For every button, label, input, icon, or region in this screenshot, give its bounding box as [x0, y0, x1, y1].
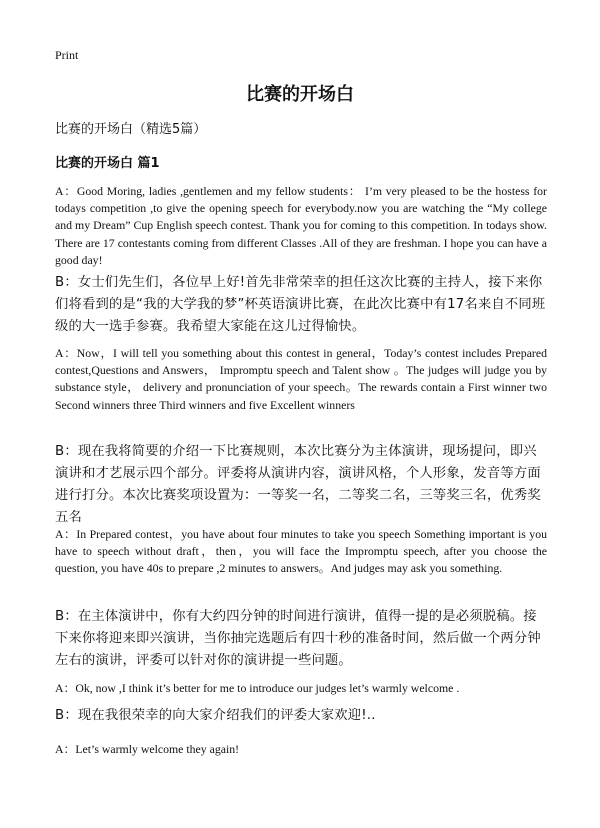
paragraph-b-opening: B：女士们先生们，各位早上好!首先非常荣幸的担任这次比赛的主持人，接下来你们将看到的是“我的大学我的梦”杯英语演讲比赛，在此次比赛中有17名来自不同班级的大一选手参赛。我希望大家能在这儿过得愉快。: [55, 275, 546, 334]
document-subtitle: 比赛的开场白（精选5篇）: [55, 122, 207, 137]
paragraph-a-judges: A：Ok, now ,I think it’s better for me to introduce our judges let’s warmly welcome .: [55, 681, 460, 695]
page-title: 比赛的开场白: [246, 84, 354, 105]
paragraph-a-prepared: A：In Prepared contest，you have about four minutes to take you speech Something important is you have to speech without draft，then，you will face the Impromptu speech, after you choose the question, you have 40s to prepare ,2 minutes to answers。And judges may ask you something.: [55, 527, 547, 576]
paragraph-b-prepared: B：在主体演讲中，你有大约四分钟的时间进行演讲，值得一提的是必须脱稿。接下来你将迎来即兴演讲，当你抽完选题后有四十秒的准备时间，然后做一个两分钟左右的演讲，评委可以针对你的演讲提一些问题。: [55, 609, 541, 668]
paragraph-a-welcome: A：Let’s warmly welcome they again!: [55, 742, 240, 756]
paragraph-a-opening: A：Good Moring, ladies ,gentlemen and my fellow students： I’m very pleased to be the hostess for todays competition ,to give the opening speech for everybody.now you are watching the “My college and my Dream” Cup English speech contest. Thank you for coming to this competition. In todays show. There are 17 contestants coming from different Classes .All of they are freshman. I hope you can have a good day!: [55, 184, 547, 267]
paragraph-b-rules: B：现在我将简要的介绍一下比赛规则，本次比赛分为主体演讲，现场提问，即兴演讲和才艺展示四个部分。评委将从演讲内容，演讲风格，个人形象，发音等方面进行打分。本次比赛奖项设置为：一等奖一名，二等奖二名，三等奖三名，优秀奖五名: [55, 444, 541, 525]
section-heading: 比赛的开场白 篇1: [55, 156, 160, 171]
print-label: Print: [55, 48, 79, 62]
paragraph-b-judges: B：现在我很荣幸的向大家介绍我们的评委大家欢迎!..: [55, 708, 376, 723]
paragraph-a-rules: A：Now，I will tell you something about this contest in general，Today’s contest includes Prepared contest,Questions and Answers， Impromptu speech and Talent show 。The judges will judge you by substance style， delivery and pronunciation of your speech。The rewards contain a First winner two Second winners three Third winners and five Excellent winners: [55, 346, 547, 412]
